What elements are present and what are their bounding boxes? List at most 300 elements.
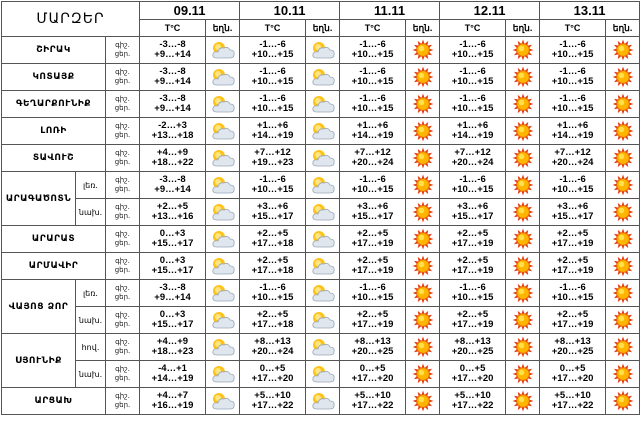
night-temp: +3…+6	[256, 200, 289, 212]
temperature-cell	[440, 37, 506, 64]
night-temp: -1…-6	[259, 173, 286, 185]
temp-column-header: T°C	[440, 20, 506, 37]
weather-icon-cell	[606, 226, 640, 253]
sun-icon	[612, 282, 634, 304]
night-temp: +5…+10	[254, 389, 291, 401]
partly-cloudy-icon	[310, 256, 336, 276]
weather-icon-cell	[406, 307, 440, 334]
weather-icon-cell	[306, 199, 340, 226]
night-label: գիշ.	[115, 203, 130, 211]
partly-cloudy-icon	[310, 202, 336, 222]
night-temp: +2…+5	[456, 254, 489, 266]
partly-cloudy-icon	[210, 94, 236, 114]
day-temp: +17…+22	[251, 400, 294, 411]
sun-icon	[612, 201, 634, 223]
temperature-cell	[440, 334, 506, 361]
temperature-cell	[440, 145, 506, 172]
night-temp: -1…-6	[359, 281, 386, 293]
night-label: գիշ.	[115, 41, 130, 49]
night-temp: +4…+9	[156, 335, 189, 347]
partly-cloudy-icon	[210, 256, 236, 276]
day-temp: +17…+22	[351, 400, 394, 411]
night-temp: +7…+12	[354, 146, 391, 158]
night-temp: +2…+5	[556, 308, 589, 320]
weather-icon-cell	[606, 91, 640, 118]
night-temp: +8…+13	[354, 335, 391, 347]
weather-icon-cell	[506, 118, 540, 145]
temperature-cell	[140, 91, 206, 118]
night-temp: +4…+9	[156, 146, 189, 158]
day-label: ցեր.	[114, 158, 131, 166]
night-temp: +2…+5	[256, 227, 289, 239]
day-temp: +10…+15	[351, 292, 394, 303]
weather-icon-cell	[206, 199, 240, 226]
partly-cloudy-icon	[210, 391, 236, 411]
night-temp: +3…+6	[456, 200, 489, 212]
night-day-label	[106, 280, 140, 307]
temperature-cell	[240, 334, 306, 361]
weather-icon-cell	[606, 172, 640, 199]
night-temp: +5…+10	[354, 389, 391, 401]
night-label: գիշ.	[115, 68, 130, 76]
night-temp: 0…+5	[359, 362, 386, 374]
day-temp: +14…+19	[151, 373, 194, 384]
region-name: ԿՈՏԱՅՔ	[2, 64, 106, 91]
night-temp: -1…-6	[559, 92, 586, 104]
weather-icon-cell	[406, 64, 440, 91]
temperature-cell	[240, 37, 306, 64]
sun-icon	[512, 93, 534, 115]
sun-icon	[512, 363, 534, 385]
sun-icon	[612, 147, 634, 169]
day-temp: +15…+17	[251, 211, 294, 222]
temperature-cell	[440, 172, 506, 199]
night-temp: -3…-8	[159, 65, 186, 77]
sun-icon	[412, 93, 434, 115]
night-label: գիշ.	[115, 230, 130, 238]
night-day-label	[106, 199, 140, 226]
day-temp: +17…+18	[251, 319, 294, 330]
day-temp: +14…+19	[451, 130, 494, 141]
night-temp: +7…+12	[554, 146, 591, 158]
sun-icon	[412, 228, 434, 250]
night-day-label	[106, 388, 140, 415]
temperature-cell	[340, 388, 406, 415]
night-temp: +1…+6	[456, 119, 489, 131]
partly-cloudy-icon	[310, 175, 336, 195]
day-temp: +15…+17	[151, 319, 194, 330]
region-row	[2, 334, 640, 361]
region-row	[2, 145, 640, 172]
sun-icon	[612, 39, 634, 61]
night-temp: -1…-6	[259, 281, 286, 293]
weather-icon-cell	[306, 145, 340, 172]
weather-icon-cell	[506, 145, 540, 172]
day-temp: +9…+14	[154, 49, 191, 60]
sun-icon	[512, 66, 534, 88]
temperature-cell	[540, 253, 606, 280]
night-temp: 0…+3	[159, 254, 186, 266]
temperature-cell	[240, 361, 306, 388]
day-temp: +20…+24	[551, 157, 594, 168]
region-row	[2, 226, 640, 253]
night-day-label	[106, 361, 140, 388]
day-temp: +10…+15	[351, 49, 394, 60]
day-temp: +10…+15	[551, 49, 594, 60]
weather-icon-cell	[506, 64, 540, 91]
partly-cloudy-icon	[310, 40, 336, 60]
weather-icon-cell	[306, 172, 340, 199]
weather-icon-cell	[206, 118, 240, 145]
region-name: ՎԱՅՈՑ ՁՈՐ	[2, 280, 76, 334]
partly-cloudy-icon	[210, 283, 236, 303]
night-temp: 0…+3	[159, 227, 186, 239]
sun-icon	[612, 390, 634, 412]
weather-icon-cell	[506, 388, 540, 415]
temperature-cell	[540, 334, 606, 361]
night-temp: +2…+5	[356, 227, 389, 239]
sun-icon	[512, 228, 534, 250]
weather-icon-cell	[606, 307, 640, 334]
temperature-cell	[140, 37, 206, 64]
temperature-cell	[540, 226, 606, 253]
sun-icon	[412, 120, 434, 142]
sun-icon	[612, 66, 634, 88]
header-row-dates	[2, 2, 640, 20]
day-temp: +20…+25	[451, 346, 494, 357]
night-label: գիշ.	[115, 392, 130, 400]
night-temp: -1…-6	[259, 92, 286, 104]
day-temp: +17…+19	[351, 238, 394, 249]
weather-icon-cell	[506, 334, 540, 361]
sun-icon	[612, 255, 634, 277]
night-label: գիշ.	[115, 284, 130, 292]
day-label: ցեր.	[114, 77, 131, 85]
temp-column-header: T°C	[540, 20, 606, 37]
day-temp: +13…+16	[151, 211, 194, 222]
night-label: գիշ.	[115, 95, 130, 103]
weather-icon-cell	[606, 253, 640, 280]
day-temp: +10…+15	[451, 292, 494, 303]
day-temp: +10…+15	[551, 184, 594, 195]
weather-icon-cell	[306, 37, 340, 64]
temperature-cell	[140, 226, 206, 253]
night-day-label	[106, 118, 140, 145]
weather-icon-cell	[206, 145, 240, 172]
temperature-cell	[540, 118, 606, 145]
day-temp: +20…+24	[451, 157, 494, 168]
sun-icon	[512, 174, 534, 196]
weather-icon-cell	[206, 64, 240, 91]
date-header: 11.11	[340, 2, 440, 20]
temperature-cell	[340, 199, 406, 226]
temperature-cell	[240, 172, 306, 199]
weather-column-header: եղն.	[206, 20, 240, 37]
night-temp: +8…+13	[254, 335, 291, 347]
temperature-cell	[140, 199, 206, 226]
weather-icon-cell	[406, 253, 440, 280]
forecast-table	[1, 1, 640, 415]
partly-cloudy-icon	[310, 67, 336, 87]
region-name: ԳԵՂԱՐՔՈՒՆԻՔ	[2, 91, 106, 118]
night-label: գիշ.	[115, 311, 130, 319]
day-temp: +17…+19	[351, 319, 394, 330]
day-temp: +10…+15	[351, 103, 394, 114]
temperature-cell	[340, 307, 406, 334]
temperature-cell	[540, 64, 606, 91]
weather-icon-cell	[506, 91, 540, 118]
temperature-cell	[240, 388, 306, 415]
day-temp: +10…+15	[351, 76, 394, 87]
night-temp: -1…-6	[259, 65, 286, 77]
night-day-label	[106, 91, 140, 118]
weather-icon-cell	[206, 172, 240, 199]
day-temp: +17…+19	[451, 319, 494, 330]
day-temp: +10…+15	[451, 76, 494, 87]
date-header: 12.11	[440, 2, 540, 20]
day-label: ցեր.	[114, 185, 131, 193]
weather-icon-cell	[406, 172, 440, 199]
region-name: ՍՅՈՒՆԻՔ	[2, 334, 76, 388]
sun-icon	[412, 309, 434, 331]
weather-icon-cell	[206, 280, 240, 307]
weather-icon-cell	[506, 253, 540, 280]
sun-icon	[412, 363, 434, 385]
day-label: ցեր.	[114, 293, 131, 301]
regions-header: ՄԱՐԶԵՐ	[2, 2, 140, 37]
partly-cloudy-icon	[210, 121, 236, 141]
partly-cloudy-icon	[210, 175, 236, 195]
subregion-label: հով.	[76, 334, 106, 361]
temperature-cell	[440, 280, 506, 307]
weather-icon-cell	[306, 253, 340, 280]
weather-icon-cell	[406, 145, 440, 172]
day-temp: +17…+20	[551, 373, 594, 384]
day-temp: +14…+19	[251, 130, 294, 141]
weather-icon-cell	[306, 118, 340, 145]
temperature-cell	[140, 145, 206, 172]
day-label: ցեր.	[114, 347, 131, 355]
day-label: ցեր.	[114, 320, 131, 328]
weather-icon-cell	[406, 199, 440, 226]
night-temp: +8…+13	[454, 335, 491, 347]
weather-icon-cell	[506, 172, 540, 199]
day-temp: +10…+15	[451, 103, 494, 114]
weather-icon-cell	[306, 388, 340, 415]
day-temp: +20…+25	[351, 346, 394, 357]
day-label: ցեր.	[114, 266, 131, 274]
weather-icon-cell	[306, 334, 340, 361]
sun-icon	[612, 228, 634, 250]
partly-cloudy-icon	[210, 148, 236, 168]
temperature-cell	[440, 307, 506, 334]
temperature-cell	[340, 361, 406, 388]
temperature-cell	[440, 91, 506, 118]
night-temp: +2…+5	[356, 308, 389, 320]
weather-icon-cell	[506, 226, 540, 253]
temp-column-header: T°C	[140, 20, 206, 37]
weather-column-header: եղն.	[506, 20, 540, 37]
day-temp: +17…+19	[451, 265, 494, 276]
day-label: ցեր.	[114, 50, 131, 58]
night-label: գիշ.	[115, 122, 130, 130]
weather-icon-cell	[406, 91, 440, 118]
night-temp: +8…+13	[554, 335, 591, 347]
temperature-cell	[540, 307, 606, 334]
sun-icon	[512, 147, 534, 169]
temperature-cell	[240, 64, 306, 91]
sun-icon	[512, 120, 534, 142]
temperature-cell	[240, 226, 306, 253]
day-temp: +14…+19	[351, 130, 394, 141]
temperature-cell	[440, 388, 506, 415]
region-row	[2, 253, 640, 280]
weather-column-header: եղն.	[606, 20, 640, 37]
weather-icon-cell	[206, 307, 240, 334]
date-header: 09.11	[140, 2, 240, 20]
night-temp: -3…-8	[159, 281, 186, 293]
region-name: ՏԱՎՈՒՇ	[2, 145, 106, 172]
weather-icon-cell	[606, 118, 640, 145]
night-temp: -1…-6	[559, 65, 586, 77]
night-temp: -1…-6	[459, 92, 486, 104]
partly-cloudy-icon	[310, 148, 336, 168]
partly-cloudy-icon	[210, 202, 236, 222]
temperature-cell	[340, 334, 406, 361]
partly-cloudy-icon	[310, 310, 336, 330]
day-temp: +17…+18	[251, 238, 294, 249]
sun-icon	[412, 201, 434, 223]
night-temp: -1…-6	[359, 38, 386, 50]
night-day-label	[106, 334, 140, 361]
temperature-cell	[540, 172, 606, 199]
weather-icon-cell	[406, 280, 440, 307]
sun-icon	[412, 174, 434, 196]
day-temp: +9…+14	[154, 184, 191, 195]
weather-icon-cell	[506, 307, 540, 334]
night-day-label	[106, 253, 140, 280]
weather-icon-cell	[606, 64, 640, 91]
region-name: ՇԻՐԱԿ	[2, 37, 106, 64]
temperature-cell	[140, 307, 206, 334]
sun-icon	[612, 336, 634, 358]
sun-icon	[412, 282, 434, 304]
weather-icon-cell	[306, 361, 340, 388]
temperature-cell	[240, 253, 306, 280]
day-temp: +15…+17	[351, 211, 394, 222]
night-temp: -1…-6	[359, 65, 386, 77]
day-label: ցեր.	[114, 104, 131, 112]
subregion-label: լեռ.	[76, 172, 106, 199]
subregion-label: նախ.	[76, 307, 106, 334]
region-name: ԱՐԱՐԱՏ	[2, 226, 106, 253]
sun-icon	[512, 336, 534, 358]
temperature-cell	[340, 91, 406, 118]
night-temp: -3…-8	[159, 173, 186, 185]
day-temp: +17…+22	[551, 400, 594, 411]
day-temp: +9…+14	[154, 103, 191, 114]
night-temp: +2…+5	[256, 254, 289, 266]
temperature-cell	[440, 253, 506, 280]
day-temp: +17…+19	[551, 238, 594, 249]
day-label: ցեր.	[114, 239, 131, 247]
partly-cloudy-icon	[310, 94, 336, 114]
partly-cloudy-icon	[210, 67, 236, 87]
sun-icon	[412, 66, 434, 88]
weather-icon-cell	[606, 199, 640, 226]
partly-cloudy-icon	[210, 310, 236, 330]
region-row	[2, 199, 640, 226]
day-temp: +10…+15	[251, 184, 294, 195]
temp-column-header: T°C	[340, 20, 406, 37]
weather-icon-cell	[206, 37, 240, 64]
partly-cloudy-icon	[310, 391, 336, 411]
day-temp: +15…+17	[151, 265, 194, 276]
day-temp: +17…+18	[251, 265, 294, 276]
night-temp: 0…+5	[459, 362, 486, 374]
sun-icon	[412, 390, 434, 412]
sun-icon	[512, 282, 534, 304]
temperature-cell	[540, 37, 606, 64]
region-row	[2, 118, 640, 145]
partly-cloudy-icon	[210, 40, 236, 60]
temperature-cell	[140, 361, 206, 388]
sun-icon	[612, 120, 634, 142]
temperature-cell	[340, 172, 406, 199]
weather-icon-cell	[506, 199, 540, 226]
weather-icon-cell	[206, 253, 240, 280]
temperature-cell	[240, 307, 306, 334]
night-temp: -1…-6	[459, 38, 486, 50]
day-temp: +13…+18	[151, 130, 194, 141]
temperature-cell	[440, 199, 506, 226]
day-temp: +17…+19	[451, 238, 494, 249]
temperature-cell	[240, 118, 306, 145]
night-temp: -4…+1	[158, 362, 187, 374]
day-temp: +17…+22	[451, 400, 494, 411]
temp-column-header: T°C	[240, 20, 306, 37]
temperature-cell	[340, 253, 406, 280]
sun-icon	[512, 255, 534, 277]
day-temp: +17…+20	[351, 373, 394, 384]
weather-icon-cell	[406, 118, 440, 145]
sun-icon	[412, 39, 434, 61]
temperature-cell	[140, 334, 206, 361]
partly-cloudy-icon	[310, 121, 336, 141]
night-temp: -1…-6	[559, 173, 586, 185]
temperature-cell	[340, 280, 406, 307]
night-temp: -1…-6	[459, 281, 486, 293]
sun-icon	[512, 39, 534, 61]
region-row	[2, 172, 640, 199]
region-row	[2, 388, 640, 415]
night-day-label	[106, 172, 140, 199]
weather-icon-cell	[206, 361, 240, 388]
date-header: 10.11	[240, 2, 340, 20]
subregion-label: նախ.	[76, 199, 106, 226]
temperature-cell	[540, 361, 606, 388]
weather-icon-cell	[306, 91, 340, 118]
temperature-cell	[440, 226, 506, 253]
day-temp: +10…+15	[251, 49, 294, 60]
sun-icon	[612, 93, 634, 115]
night-temp: +2…+5	[356, 254, 389, 266]
day-label: ցեր.	[114, 212, 131, 220]
region-row	[2, 307, 640, 334]
day-temp: +10…+15	[351, 184, 394, 195]
sun-icon	[412, 147, 434, 169]
night-temp: +1…+6	[256, 119, 289, 131]
